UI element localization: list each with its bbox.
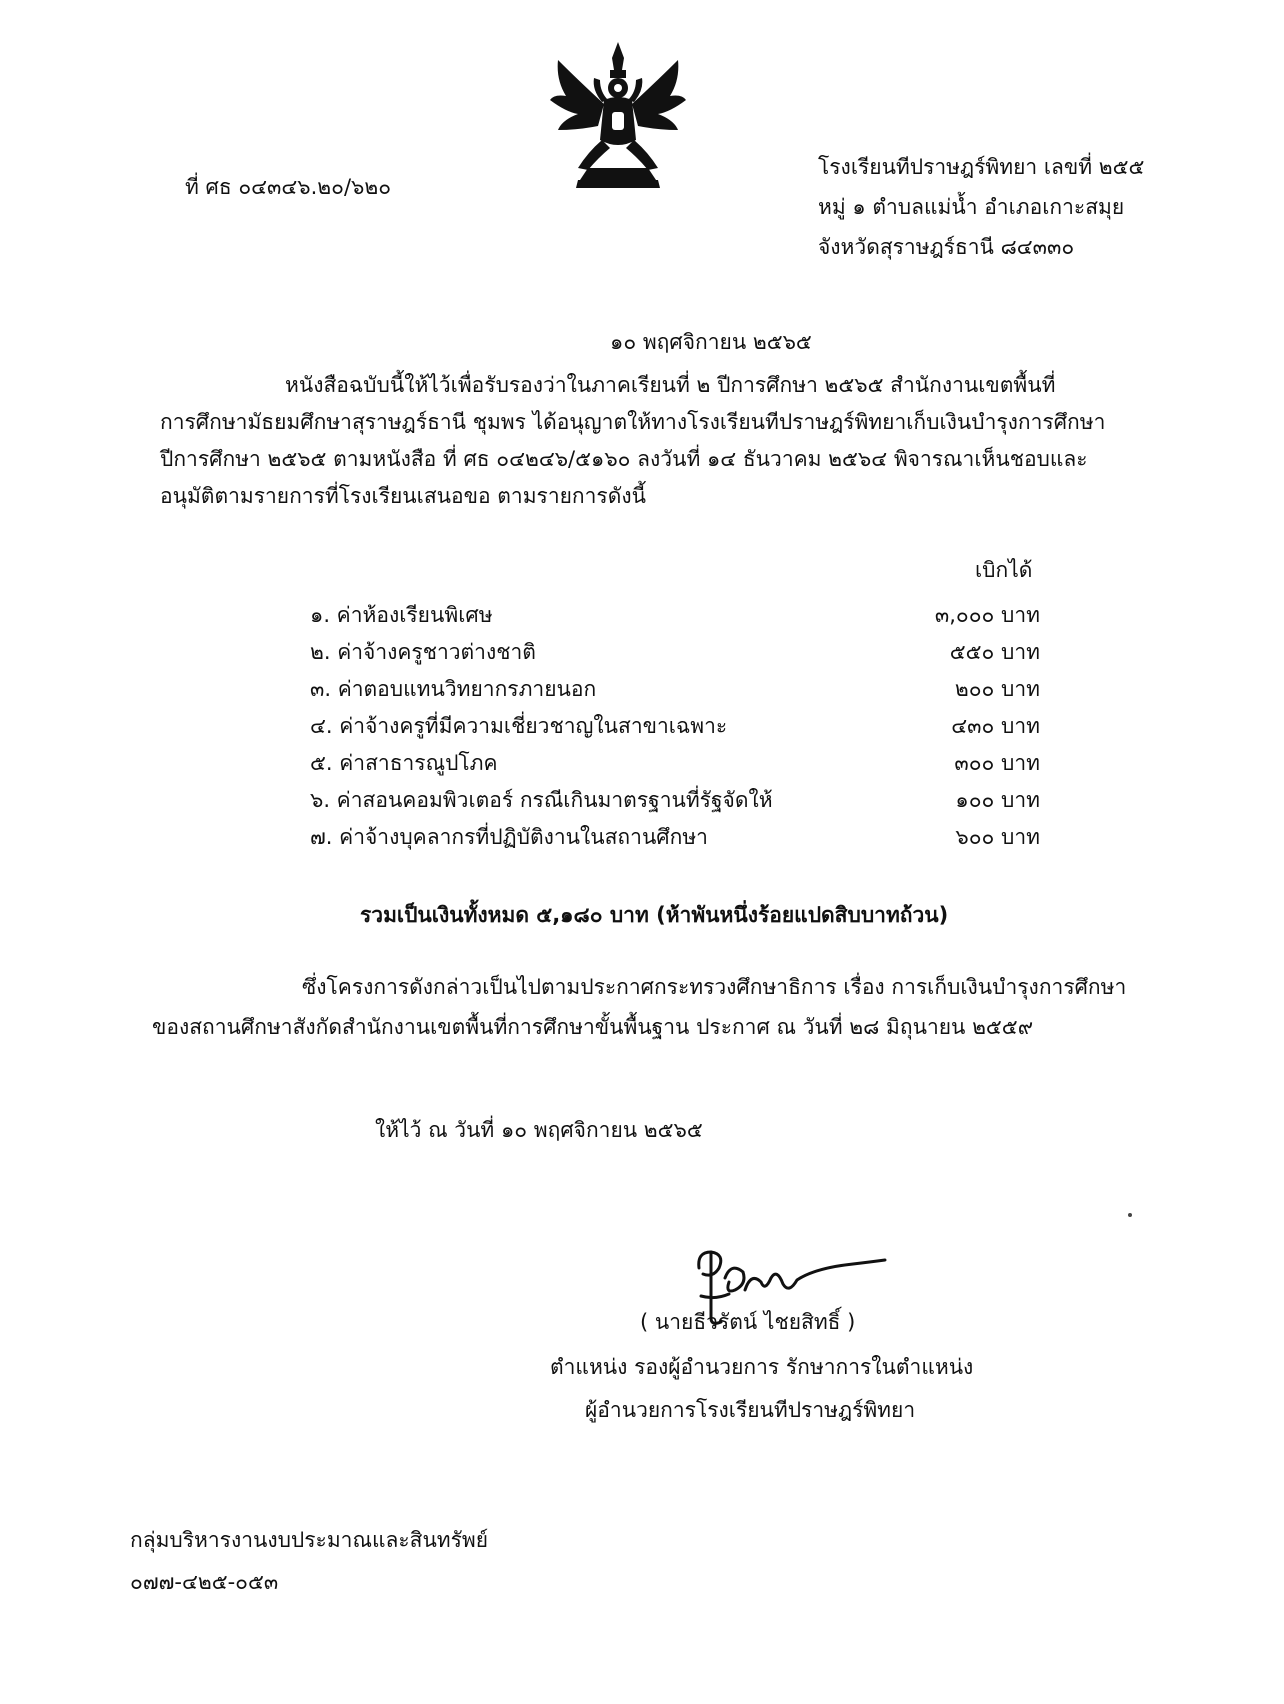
item-amount: ๔๓๐ บาท	[951, 714, 1040, 738]
item-amount: ๓,๐๐๐ บาท	[934, 603, 1040, 627]
paragraph-line: ปีการศึกษา ๒๕๖๕ ตามหนังสือ ที่ ศธ ๐๔๒๔๖/๕๑๖๐ ลงวันที่ ๑๔ ธันวาคม ๒๕๖๔ พิจารณาเห็นชอบและ	[160, 447, 1088, 471]
item-amount: ๖๐๐ บาท	[955, 825, 1040, 849]
item-label: ๕. ค่าสาธารณูปโภค	[310, 751, 498, 775]
item-label: ๖. ค่าสอนคอมพิวเตอร์ กรณีเกินมาตรฐานที่รัฐจัดให้	[310, 788, 773, 812]
paragraph-line: การศึกษามัธยมศึกษาสุราษฎร์ธานี ชุมพร ได้อนุญาตให้ทางโรงเรียนทีปราษฎร์พิทยาเก็บเงินบำรุงการศึกษา	[160, 410, 1106, 434]
signatory-position: ตำแหน่ง รองผู้อำนวยการ รักษาการในตำแหน่ง	[550, 1355, 974, 1379]
scan-speck	[1128, 1213, 1132, 1217]
item-label: ๑. ค่าห้องเรียนพิเศษ	[310, 603, 493, 627]
phone-number: ๐๗๗-๔๒๕-๐๕๓	[130, 1570, 279, 1594]
item-amount: ๕๕๐ บาท	[949, 640, 1040, 664]
document-date: ๑๐ พฤศจิกายน ๒๕๖๕	[610, 330, 812, 354]
address-line-2: หมู่ ๑ ตำบลแม่น้ำ อำเภอเกาะสมุย	[818, 195, 1125, 219]
reference-paragraph	[152, 970, 1152, 1050]
item-label: ๗. ค่าจ้างบุคลากรที่ปฏิบัติงานในสถานศึกษา	[310, 825, 708, 849]
item-label: ๓. ค่าตอบแทนวิทยากรภายนอก	[310, 677, 597, 701]
given-date: ให้ไว้ ณ วันที่ ๑๐ พฤศจิกายน ๒๕๖๕	[375, 1118, 703, 1142]
paragraph-line: อนุมัติตามรายการที่โรงเรียนเสนอขอ ตามรายการดังนี้	[160, 484, 646, 508]
document-number: ที่ ศธ ๐๔๓๔๖.๒๐/๖๒๐	[185, 175, 392, 199]
signatory-position-2: ผู้อำนวยการโรงเรียนทีปราษฎร์พิทยา	[585, 1398, 916, 1422]
reference-line: ของสถานศึกษาสังกัดสำนักงานเขตพื้นที่การศึกษาขั้นพื้นฐาน ประกาศ ณ วันที่ ๒๘ มิถุนายน ๒๕๕๙	[152, 1015, 1034, 1039]
item-amount: ๒๐๐ บาท	[954, 677, 1040, 701]
department: กลุ่มบริหารงานงบประมาณและสินทรัพย์	[130, 1528, 489, 1552]
total-amount: รวมเป็นเงินทั้งหมด ๕,๑๘๐ บาท (ห้าพันหนึ่งร้อยแปดสิบบาทถ้วน)	[360, 903, 949, 927]
column-header: เบิกได้	[975, 558, 1033, 582]
address-line-1: โรงเรียนทีปราษฎร์พิทยา เลขที่ ๒๕๕	[818, 155, 1145, 179]
item-label: ๔. ค่าจ้างครูที่มีความเชี่ยวชาญในสาขาเฉพาะ	[310, 714, 728, 738]
item-amount: ๑๐๐ บาท	[955, 788, 1040, 812]
item-label: ๒. ค่าจ้างครูชาวต่างชาติ	[310, 640, 536, 664]
item-amount: ๓๐๐ บาท	[954, 751, 1040, 775]
address-line-3: จังหวัดสุราษฎร์ธานี ๘๔๓๓๐	[818, 235, 1075, 259]
paragraph-line: หนังสือฉบับนี้ให้ไว้เพื่อรับรองว่าในภาคเรียนที่ ๒ ปีการศึกษา ๒๕๖๕ สำนักงานเขตพื้นที่	[285, 373, 1056, 397]
reference-line: ซึ่งโครงการดังกล่าวเป็นไปตามประกาศกระทรวงศึกษาธิการ เรื่อง การเก็บเงินบำรุงการศึกษา	[302, 975, 1127, 999]
garuda-emblem-icon	[548, 40, 688, 190]
signatory-name: ( นายธีวรัตน์ ไชยสิทธิ์ )	[640, 1310, 856, 1334]
body-paragraph	[160, 368, 1140, 516]
